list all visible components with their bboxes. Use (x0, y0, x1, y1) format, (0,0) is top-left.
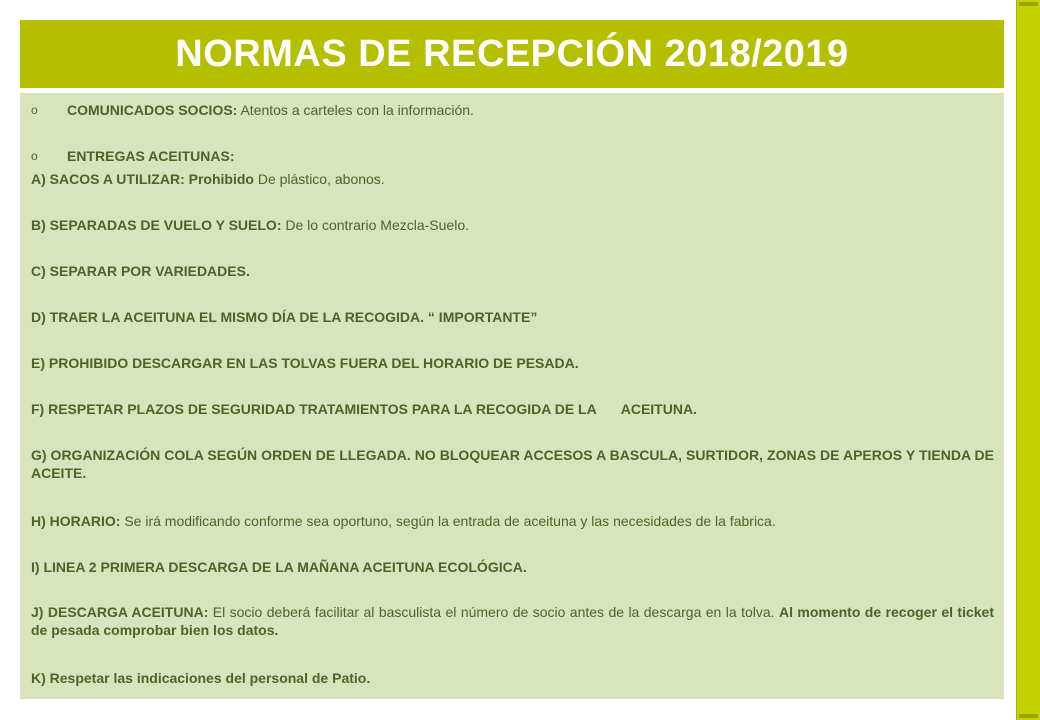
rule-i (31, 558, 994, 576)
rule-f-label-2: ACEITUNA. (620, 401, 697, 417)
rule-c-label: C) SEPARAR POR VARIEDADES. (31, 263, 250, 279)
rule-j-text: El socio deberá facilitar al basculista el número de socio antes de la descarga en la tolva. (208, 604, 779, 620)
rule-a-text: De plástico, abonos. (253, 171, 385, 187)
rule-h (31, 512, 994, 530)
list-item-comunicados (31, 101, 994, 119)
title-banner (20, 20, 1004, 88)
rule-b-text: De lo contrario Mezcla-Suelo. (281, 217, 470, 233)
scrollbar-top-cap[interactable] (1019, 2, 1038, 6)
rule-e (31, 354, 994, 372)
rule-f (31, 400, 994, 418)
bullet-icon: o (31, 149, 38, 163)
rule-c (31, 262, 994, 280)
comunicados-label: COMUNICADOS SOCIOS: (67, 102, 238, 118)
rule-a (31, 170, 994, 188)
list-item-entregas (31, 147, 994, 165)
rule-e-label: E) PROHIBIDO DESCARGAR EN LAS TOLVAS FUERA DEL HORARIO DE PESADA. (31, 355, 579, 371)
rule-i-label: I) LINEA 2 PRIMERA DESCARGA DE LA MAÑANA ACEITUNA ECOLÓGICA. (31, 559, 527, 575)
rule-j-label-2: Al momento de recoger el ticket de pesada comprobar bien los datos. (31, 604, 994, 638)
page-title: NORMAS DE RECEPCIÓN 2018/2019 (175, 32, 849, 75)
entregas-label: ENTREGAS ACEITUNAS: (67, 148, 235, 164)
rule-a-label: A) SACOS A UTILIZAR: Prohibido (31, 171, 254, 187)
vertical-scrollbar[interactable] (1016, 0, 1040, 720)
rule-b-label: B) SEPARADAS DE VUELO Y SUELO: (31, 217, 282, 233)
rule-k (31, 669, 994, 687)
rule-h-text: Se irá modificando conforme sea oportuno, según la entrada de aceituna y las necesidades de la fabrica. (120, 513, 776, 529)
rule-b (31, 216, 994, 234)
rule-d-label: D) TRAER LA ACEITUNA EL MISMO DÍA DE LA RECOGIDA. “ IMPORTANTE” (31, 309, 538, 325)
content-panel (20, 93, 1004, 699)
rule-f-label: F) RESPETAR PLAZOS DE SEGURIDAD TRATAMIENTOS PARA LA RECOGIDA DE LA (31, 401, 597, 417)
rule-h-label: H) HORARIO: (31, 513, 121, 529)
rule-g (31, 446, 994, 482)
scrollbar-bottom-cap[interactable] (1019, 714, 1038, 718)
rule-k-label: K) Respetar las indicaciones del personal de Patio. (31, 670, 371, 686)
comunicados-text: Atentos a carteles con la información. (237, 102, 474, 118)
rule-g-label: G) ORGANIZACIÓN COLA SEGÚN ORDEN DE LLEGADA. NO BLOQUEAR ACCESOS A BASCULA, SURTIDOR, ZONAS DE APEROS Y TIENDA DE ACEITE. (31, 447, 994, 481)
rule-j (31, 603, 994, 639)
bullet-icon: o (31, 103, 38, 117)
rule-j-label: J) DESCARGA ACEITUNA: (31, 604, 209, 620)
rule-d (31, 308, 994, 326)
